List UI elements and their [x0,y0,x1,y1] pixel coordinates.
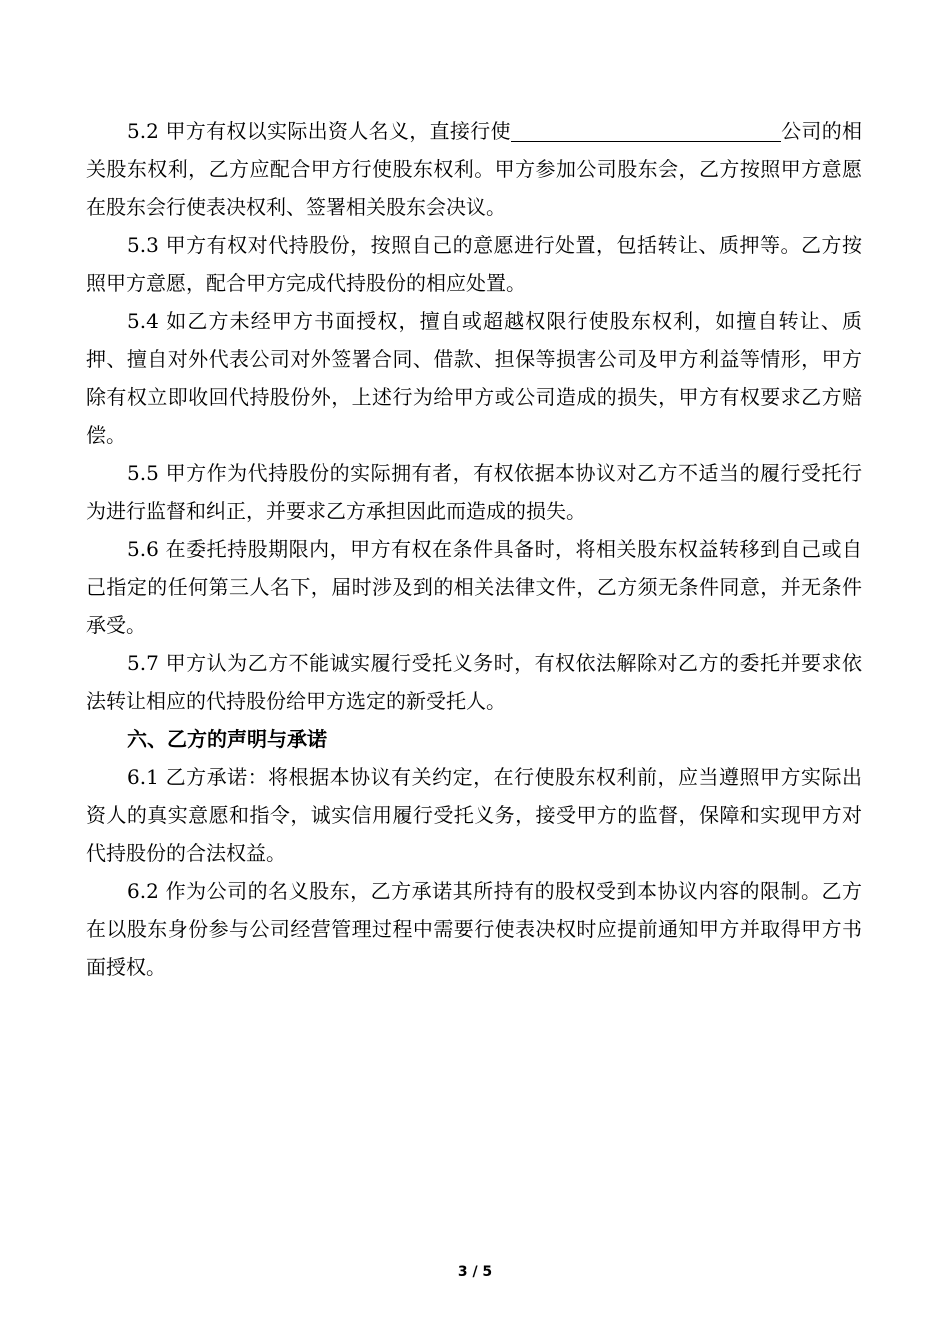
company-name-blank [511,119,781,142]
clause-5-2 [86,112,862,226]
clause-6-2: 6.2 作为公司的名义股东，乙方承诺其所持有的股权受到本协议内容的限制。乙方在以股东身份参与公司经营管理过程中需要行使表决权时应提前通知甲方并取得甲方书面授权。 [86,879,862,979]
page-number: 3 / 5 [457,1264,493,1280]
clause-6-1: 6.1 乙方承诺：将根据本协议有关约定，在行使股东权利前，应当遵照甲方实际出资人的真实意愿和指令，诚实信用履行受托义务，接受甲方的监督，保障和实现甲方对代持股份的合法权益。 [86,765,862,865]
section-6-heading: 六、乙方的声明与承诺 [127,727,327,751]
clause-5-4: 5.4 如乙方未经甲方书面授权，擅自或超越权限行使股东权利，如擅自转让、质押、擅自对外代表公司对外签署合同、借款、担保等损害公司及甲方利益等情形，甲方除有权立即收回代持股份外，上述行为给甲方或公司造成的损失，甲方有权要求乙方赔偿。 [86,309,862,447]
clause-5-6: 5.6 在委托持股期限内，甲方有权在条件具备时，将相关股东权益转移到自己或自己指定的任何第三人名下，届时涉及到的相关法律文件，乙方须无条件同意，并无条件承受。 [86,537,862,637]
clause-5-7: 5.7 甲方认为乙方不能诚实履行受托义务时，有权依法解除对乙方的委托并要求依法转让相应的代持股份给甲方选定的新受托人。 [86,651,862,713]
clause-5-2-after: 公司的相关股东权利，乙方应配合甲方行使股东权利。甲方参加公司股东会，乙方按照甲方意愿在股东会行使表决权利、签署相关股东会决议。 [86,119,863,219]
document-body [86,112,862,986]
clause-5-2-before: 5.2 甲方有权以实际出资人名义，直接行使 [127,119,511,143]
clause-5-3: 5.3 甲方有权对代持股份，按照自己的意愿进行处置，包括转让、质押等。乙方按照甲方意愿，配合甲方完成代持股份的相应处置。 [86,233,862,295]
clause-5-5: 5.5 甲方作为代持股份的实际拥有者，有权依据本协议对乙方不适当的履行受托行为进行监督和纠正，并要求乙方承担因此而造成的损失。 [86,461,862,523]
